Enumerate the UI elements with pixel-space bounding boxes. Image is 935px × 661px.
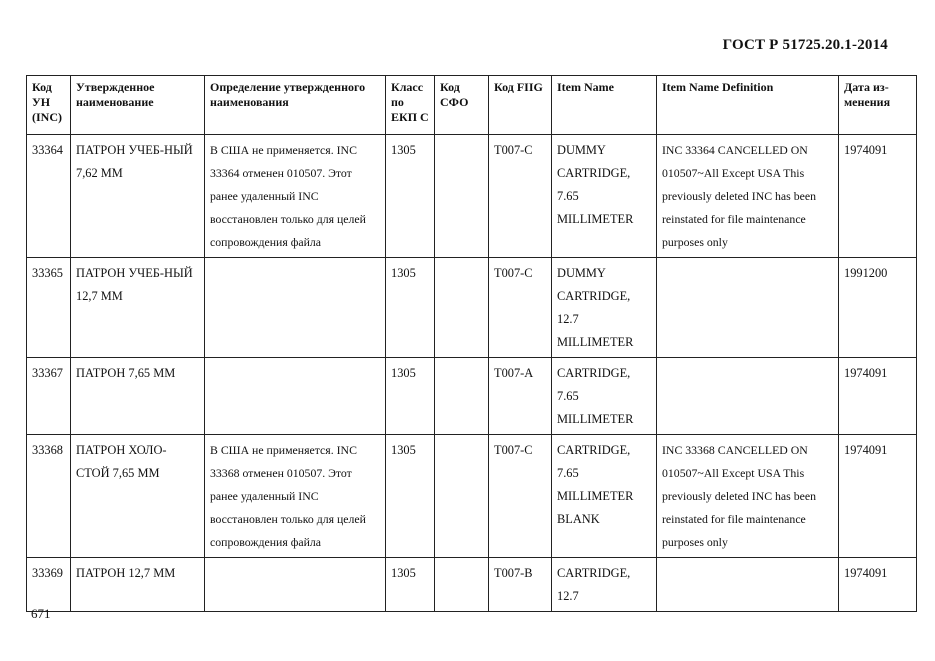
cell-item-definition: INC 33364 CANCELLED ON 010507~All Except USA This previously deleted INC has been reinstated for file maintenance purposes only [657,135,839,258]
cell-definition [205,558,386,612]
cell-change-date: 1991200 [839,258,917,358]
cell-sfo [435,435,489,558]
cell-fiig: T007-B [489,558,552,612]
column-header-class: Класс по ЕКП С [386,76,435,135]
cell-item-name: DUMMY CARTRIDGE, 7.65 MILLIMETER [552,135,657,258]
table-row [27,558,917,612]
cell-class: 1305 [386,558,435,612]
cell-inc: 33368 [27,435,71,558]
table-row [27,358,917,435]
table-row [27,435,917,558]
cell-item-name: CARTRIDGE, 12.7 [552,558,657,612]
cell-approved-name: ПАТРОН 7,65 ММ [71,358,205,435]
column-header-sfo: Код СФО [435,76,489,135]
cell-class: 1305 [386,258,435,358]
table-row [27,135,917,258]
cell-sfo [435,258,489,358]
cell-class: 1305 [386,135,435,258]
cell-sfo [435,558,489,612]
column-header-item-definition: Item Name Definition [657,76,839,135]
cell-item-name: CARTRIDGE, 7.65 MILLIMETER [552,358,657,435]
column-header-inc: Код УН (INC) [27,76,71,135]
item-name-table [26,75,917,612]
cell-inc: 33369 [27,558,71,612]
page-number: 671 [31,606,51,621]
cell-inc: 33365 [27,258,71,358]
column-header-change-date: Дата из-менения [839,76,917,135]
cell-class: 1305 [386,435,435,558]
cell-change-date: 1974091 [839,435,917,558]
cell-item-definition [657,558,839,612]
document-standard-header: ГОСТ Р 51725.20.1-2014 [722,37,888,53]
cell-definition: В США не применяется. INC 33364 отменен 010507. Этот ранее удаленный INC восстановлен только для целей сопровождения файла [205,135,386,258]
cell-item-definition [657,358,839,435]
cell-class: 1305 [386,358,435,435]
column-header-fiig: Код FIIG [489,76,552,135]
column-header-item-name: Item Name [552,76,657,135]
cell-definition [205,258,386,358]
column-header-definition: Определение утвержденного наименования [205,76,386,135]
cell-item-name: DUMMY CARTRIDGE, 12.7 MILLIMETER [552,258,657,358]
cell-sfo [435,135,489,258]
cell-change-date: 1974091 [839,135,917,258]
cell-sfo [435,358,489,435]
cell-fiig: T007-A [489,358,552,435]
cell-item-definition [657,258,839,358]
cell-change-date: 1974091 [839,558,917,612]
cell-inc: 33364 [27,135,71,258]
cell-inc: 33367 [27,358,71,435]
cell-item-definition: INC 33368 CANCELLED ON 010507~All Except USA This previously deleted INC has been reinstated for file maintenance purposes only [657,435,839,558]
cell-approved-name: ПАТРОН УЧЕБ-НЫЙ 12,7 ММ [71,258,205,358]
table-header-row [27,76,917,135]
cell-approved-name: ПАТРОН 12,7 ММ [71,558,205,612]
cell-approved-name: ПАТРОН УЧЕБ-НЫЙ 7,62 ММ [71,135,205,258]
column-header-approved-name: Утвержденное наименование [71,76,205,135]
cell-fiig: T007-C [489,435,552,558]
cell-item-name: CARTRIDGE, 7.65 MILLIMETER BLANK [552,435,657,558]
cell-approved-name: ПАТРОН ХОЛО-СТОЙ 7,65 ММ [71,435,205,558]
cell-fiig: T007-C [489,258,552,358]
cell-definition [205,358,386,435]
cell-change-date: 1974091 [839,358,917,435]
cell-definition: В США не применяется. INC 33368 отменен 010507. Этот ранее удаленный INC восстановлен только для целей сопровождения файла [205,435,386,558]
cell-fiig: T007-C [489,135,552,258]
table-row [27,258,917,358]
